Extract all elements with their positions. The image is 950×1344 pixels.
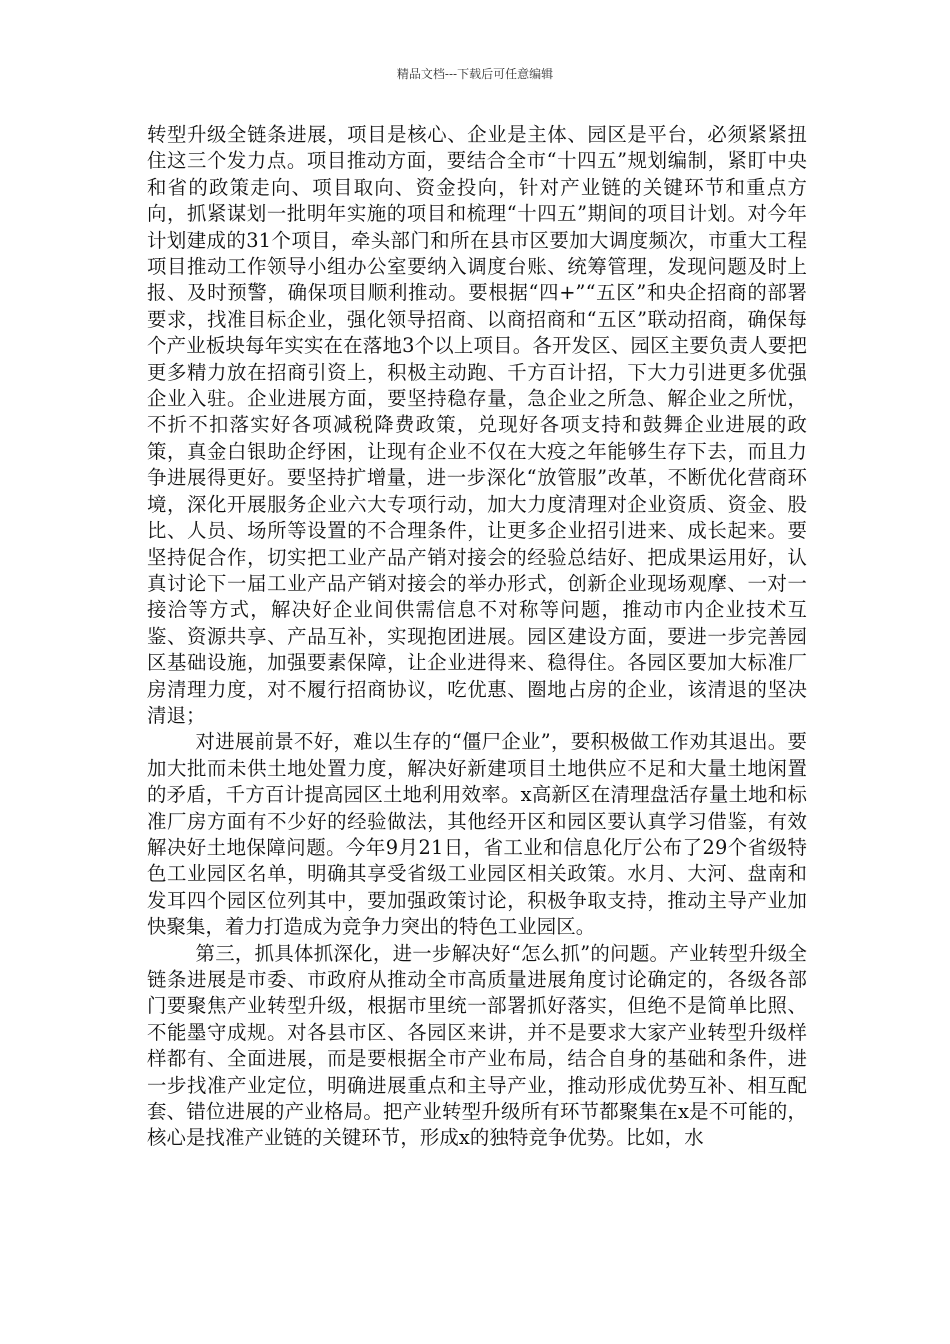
page-header: 精品文档---下载后可任意编辑 <box>396 67 554 81</box>
document-body <box>147 122 807 1152</box>
paragraph-3: 第三，抓具体抓深化，进一步解决好“怎么抓”的问题。产业转型升级全链条进展是市委、市政府从推动全市高质量进展角度讨论确定的，各级各部门要聚焦产业转型升级，根据市里统一部署抓好落实，但绝不是简单比照、不能墨守成规。对各县市区、各园区来讲，并不是要求大家产业转型升级样样都有、全面进展，而是要根据全市产业布局，结合自身的基础和条件，进一步找准产业定位，明确进展重点和主导产业，推动形成优势互补、相互配套、错位进展的产业格局。把产业转型升级所有环节都聚集在x是不可能的，核心是找准产业链的关键环节，形成x的独特竞争优势。比如，水 <box>147 941 807 1150</box>
paragraph-2: 对进展前景不好，难以生存的“僵尸企业”，要积极做工作劝其退出。要加大批而未供土地处置力度，解决好新建项目土地供应不足和大量土地闲置的矛盾，千方百计提高园区土地利用效率。x高新区在清理盘活存量土地和标准厂房方面有不少好的经验做法，其他经开区和园区要认真学习借鉴，有效解决好土地保障问题。今年9月21日，省工业和信息化厅公布了29个省级特色工业园区名单，明确其享受省级工业园区相关政策。水月、大河、盘南和发耳四个园区位列其中，要加强政策讨论，积极争取支持，推动主导产业加快聚集，着力打造成为竞争力突出的特色工业园区。 <box>147 730 807 939</box>
paragraph-1: 转型升级全链条进展，项目是核心、企业是主体、园区是平台，必须紧紧扭住这三个发力点。项目推动方面，要结合全市“十四五”规划编制，紧盯中央和省的政策走向、项目取向、资金投向，针对产业链的关键环节和重点方向，抓紧谋划一批明年实施的项目和梳理“十四五”期间的项目计划。对今年计划建成的31个项目，牵头部门和所在县市区要加大调度频次，市重大工程项目推动工作领导小组办公室要纳入调度台账、统筹管理，发现问题及时上报、及时预警，确保项目顺利推动。要根据“四+”“五区”和央企招商的部署要求，找准目标企业，强化领导招商、以商招商和“五区”联动招商，确保每个产业板块每年实实在在落地3个以上项目。各开发区、园区主要负责人要把更多精力放在招商引资上，积极主动跑、千方百计招，下大力引进更多优强企业入驻。企业进展方面，要坚持稳存量，急企业之所急、解企业之所忧，不折不扣落实好各项减税降费政策，兑现好各项支持和鼓舞企业进展的政策，真金白银助企纾困，让现有企业不仅在大疫之年能够生存下去，而且力争进展得更好。要坚持扩增量，进一步深化“放管服”改革，不断优化营商环境，深化开展服务企业六大专项行动，加大力度清理对企业资质、资金、股比、人员、场所等设置的不合理条件，让更多企业招引进来、成长起来。要坚持促合作，切实把工业产品产销对接会的经验总结好、把成果运用好，认真讨论下一届工业产品产销对接会的举办形式，创新企业现场观摩、一对一接洽等方式，解决好企业间供需信息不对称等问题，推动市内企业技术互鉴、资源共享、产品互补，实现抱团进展。园区建设方面，要进一步完善园区基础设施，加强要素保障，让企业进得来、稳得住。各园区要加大标准厂房清理力度，对不履行招商协议，吃优惠、圈地占房的企业，该清退的坚决清退； <box>147 123 807 727</box>
